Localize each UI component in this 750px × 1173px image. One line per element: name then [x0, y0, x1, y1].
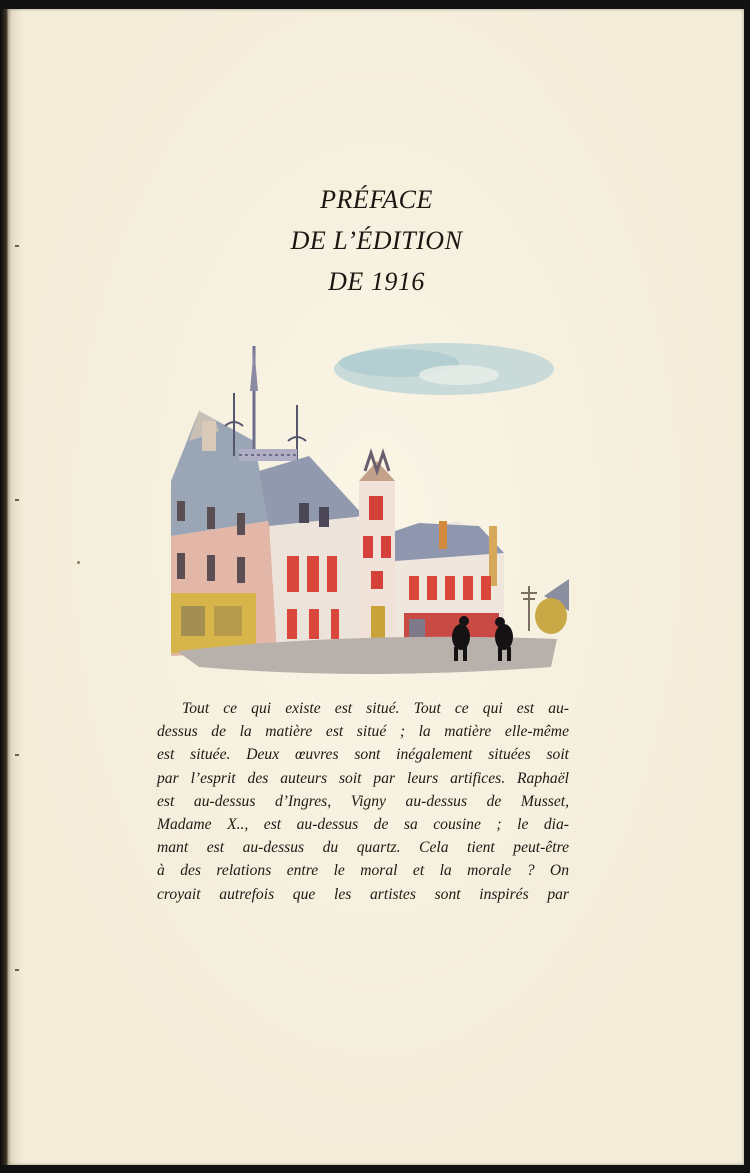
- body-line: dessus de la matière est situé ; la matière elle-même: [157, 723, 569, 741]
- page-edge-mark: [15, 969, 19, 971]
- page-edge-mark: [15, 754, 19, 756]
- body-line: à des relations entre le moral et la morale ? On: [157, 862, 569, 880]
- body-line: croyait autrefois que les artistes sont inspirés par: [157, 885, 569, 903]
- title-line-3: DE 1916: [328, 267, 425, 296]
- preface-body-text: [157, 697, 569, 906]
- town-square-illustration: [159, 331, 569, 679]
- body-line: mant est au-dessus du quartz. Cela tient peut-être: [157, 839, 569, 857]
- preface-title: [9, 179, 744, 302]
- title-line-1: PRÉFACE: [320, 185, 433, 214]
- page-edge-mark: [15, 499, 19, 501]
- body-line: Madame X.., est au-dessus de sa cousine ; le dia-: [157, 815, 569, 833]
- body-line: est au-dessus d’Ingres, Vigny au-dessus de Musset,: [157, 792, 569, 810]
- body-line: Tout ce qui existe est situé. Tout ce qui est au-: [182, 700, 569, 717]
- title-line-2: DE L’ÉDITION: [290, 226, 463, 255]
- paper-speck: [77, 561, 80, 564]
- body-line: est située. Deux œuvres sont inégalement situées soit: [157, 746, 569, 764]
- book-page: [9, 9, 744, 1165]
- book-spine-edge: [0, 9, 9, 1165]
- body-line: par l’esprit des auteurs soit par leurs artifices. Raphaël: [157, 769, 569, 787]
